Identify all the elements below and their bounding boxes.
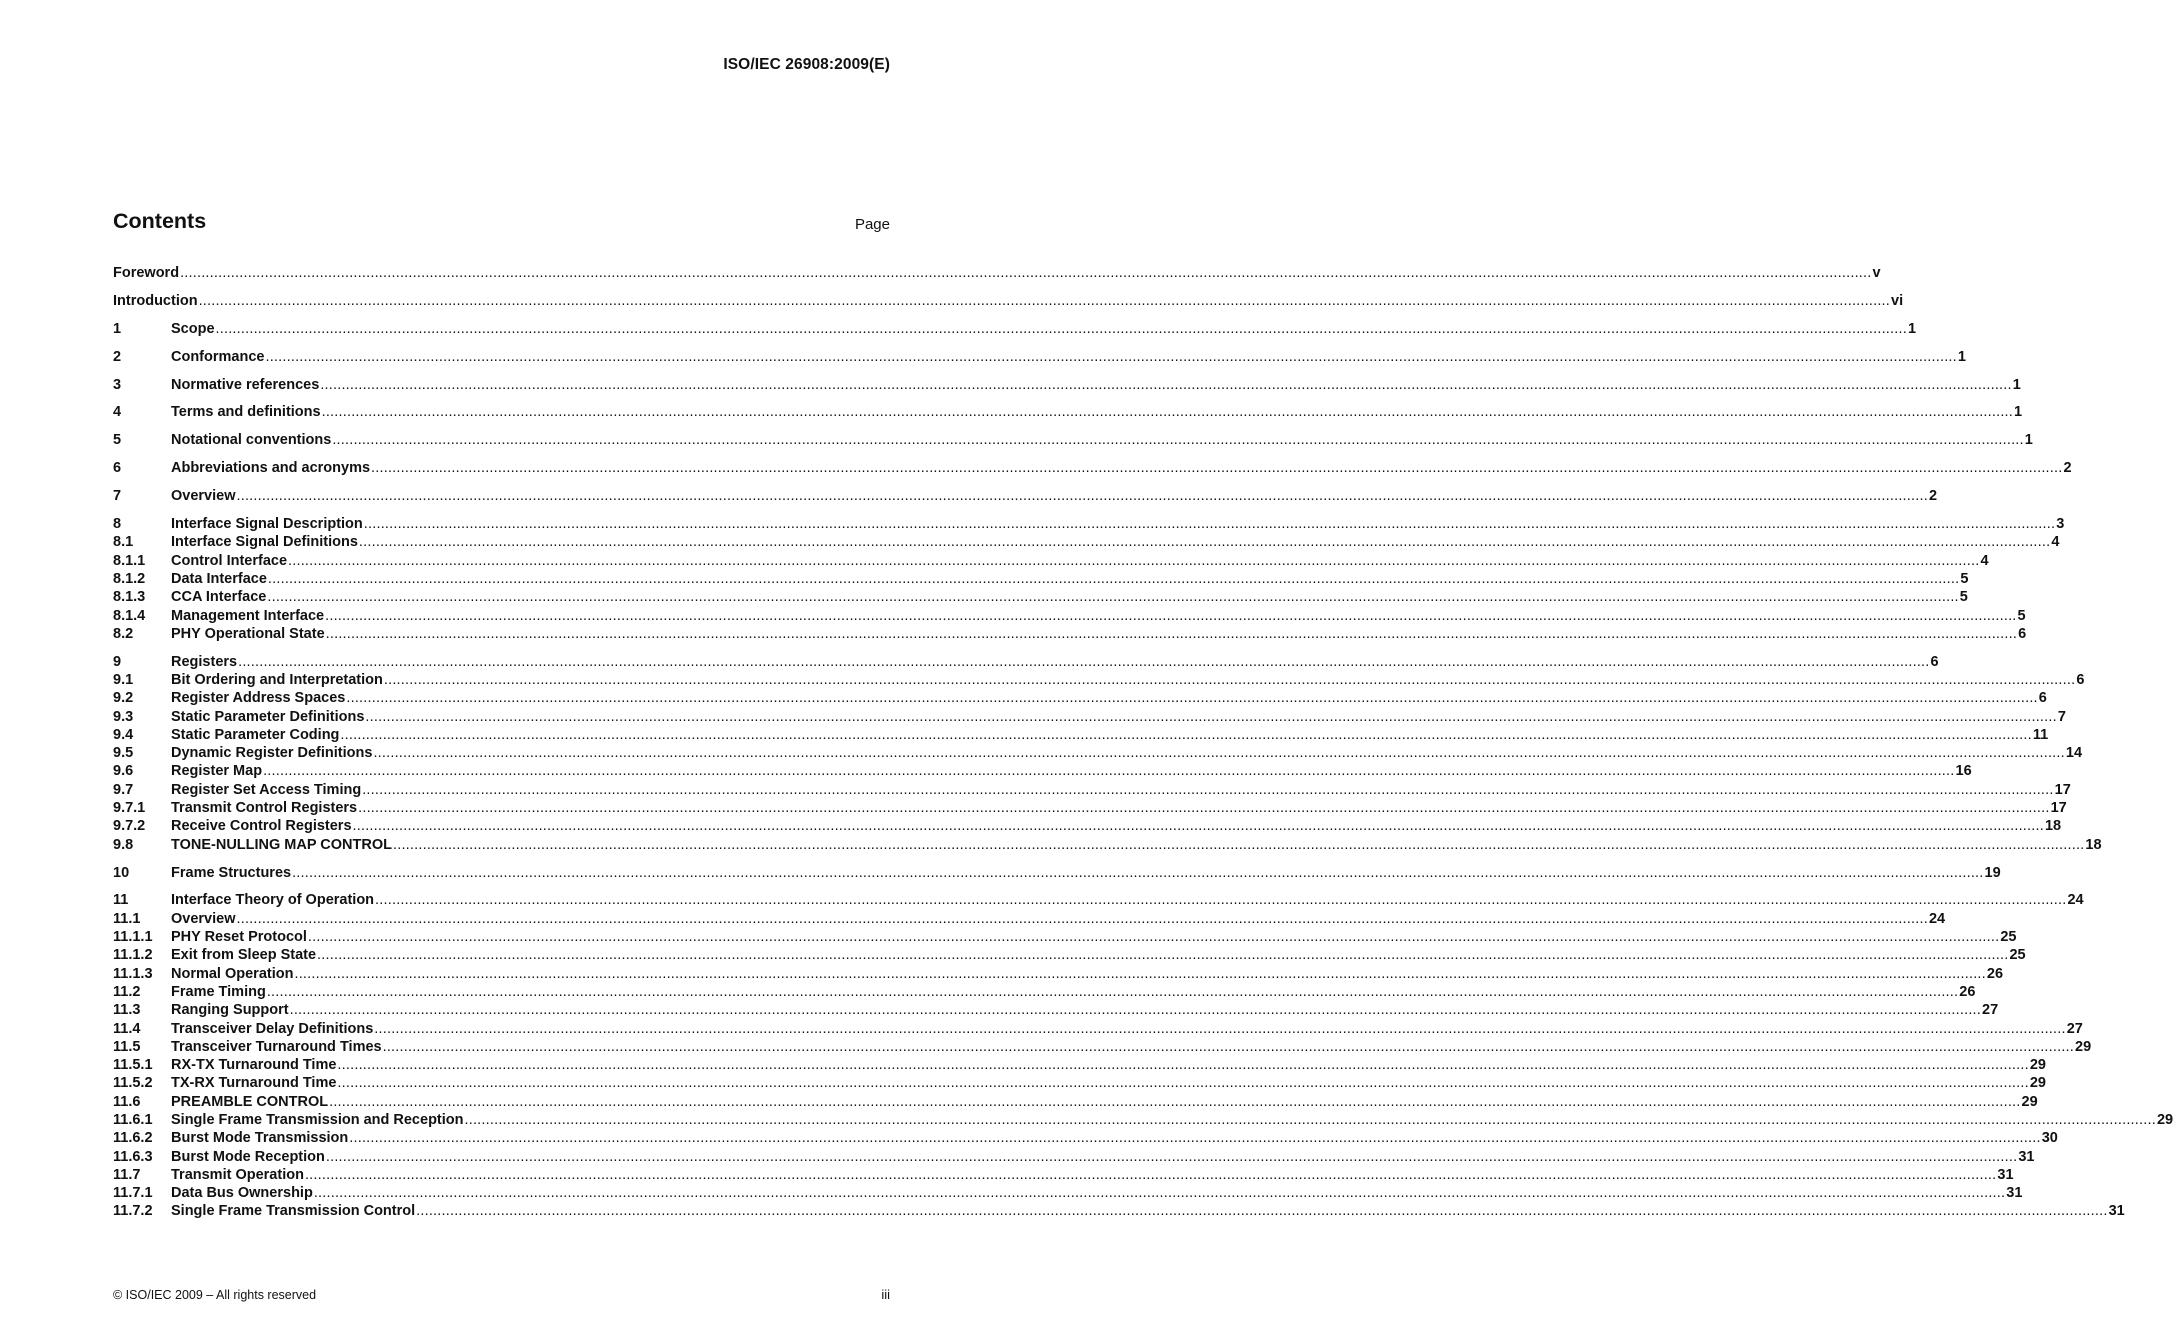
toc-entry[interactable] bbox=[113, 552, 1989, 570]
toc-entry[interactable] bbox=[113, 1038, 2092, 1056]
toc-entry-number: 11.6 bbox=[113, 1093, 141, 1110]
toc-entry-number: 9.8 bbox=[113, 836, 134, 853]
toc-dot-leader: ................................................................................................................................................................................................................................................................................................................................................................................................................ bbox=[317, 947, 2009, 964]
toc-dot-leader: ................................................................................................................................................................................................................................................................................................................................................................................................................ bbox=[321, 404, 2014, 421]
toc-entry-title[interactable]: RX-TX Turnaround Time bbox=[171, 1057, 337, 1074]
toc-entry-number: 8 bbox=[113, 516, 122, 533]
toc-entry[interactable] bbox=[113, 264, 1881, 282]
toc-entry-page: 19 bbox=[1984, 864, 2001, 881]
toc-entry-number: 9 bbox=[113, 653, 122, 670]
toc-entry-title[interactable]: Transmit Operation bbox=[171, 1166, 304, 1183]
toc-entry-title[interactable]: Normal Operation bbox=[171, 965, 294, 982]
toc-entry-title[interactable]: Control Interface bbox=[171, 552, 288, 569]
toc-entry[interactable] bbox=[113, 1129, 2058, 1147]
toc-entry-number: 9.1 bbox=[113, 671, 134, 688]
toc-entry[interactable] bbox=[113, 431, 2033, 449]
toc-entry-page: 25 bbox=[2009, 947, 2026, 964]
toc-entry-number: 11.6.3 bbox=[113, 1148, 153, 1165]
toc-entry[interactable] bbox=[113, 1056, 2046, 1074]
toc-dot-leader: ................................................................................................................................................................................................................................................................................................................................................................................................................ bbox=[267, 570, 1960, 587]
toc-entry-title[interactable]: Terms and definitions bbox=[171, 404, 321, 421]
toc-entry[interactable] bbox=[113, 689, 2047, 707]
toc-entry-title[interactable]: Static Parameter Definitions bbox=[171, 708, 365, 725]
toc-entry-title[interactable]: Normative references bbox=[171, 376, 320, 393]
toc-dot-leader: ................................................................................................................................................................................................................................................................................................................................................................................................................ bbox=[340, 726, 2032, 743]
page-number: iii bbox=[881, 1287, 890, 1302]
toc-entry-page: 1 bbox=[1957, 348, 1966, 365]
toc-entry-title[interactable]: Interface Signal Definitions bbox=[171, 534, 358, 551]
toc-entry-title[interactable]: TONE-NULLING MAP CONTROL bbox=[171, 836, 392, 853]
toc-dot-leader: ................................................................................................................................................................................................................................................................................................................................................................................................................ bbox=[352, 818, 2044, 835]
toc-dot-leader: ................................................................................................................................................................................................................................................................................................................................................................................................................ bbox=[416, 1203, 2108, 1220]
toc-entry[interactable] bbox=[113, 1020, 2083, 1038]
toc-dot-leader: ................................................................................................................................................................................................................................................................................................................................................................................................................ bbox=[358, 800, 2050, 817]
toc-entry-page: 6 bbox=[1930, 653, 1939, 670]
toc-dot-leader: ................................................................................................................................................................................................................................................................................................................................................................................................................ bbox=[292, 864, 1984, 881]
toc-entry[interactable] bbox=[113, 671, 2085, 689]
toc-entry-page: 26 bbox=[1986, 965, 2004, 982]
toc-entry-title[interactable]: Abbreviations and acronyms bbox=[171, 460, 371, 477]
toc-entry[interactable] bbox=[113, 348, 1966, 366]
toc-entry-number: 11.1.1 bbox=[113, 929, 153, 946]
toc-entry[interactable] bbox=[113, 891, 2084, 909]
toc-entry-page: 29 bbox=[2075, 1038, 2092, 1055]
toc-entry-number: 9.3 bbox=[113, 708, 134, 725]
toc-dot-leader: ................................................................................................................................................................................................................................................................................................................................................................................................................ bbox=[382, 1038, 2075, 1055]
toc-entry-number: 11.2 bbox=[113, 983, 141, 1000]
toc-dot-leader: ................................................................................................................................................................................................................................................................................................................................................................................................................ bbox=[313, 1185, 2006, 1202]
toc-entry[interactable] bbox=[113, 781, 2071, 799]
toc-entry-page: 16 bbox=[1955, 763, 1972, 780]
toc-dot-leader: ................................................................................................................................................................................................................................................................................................................................................................................................................ bbox=[236, 488, 1928, 505]
toc-entry-page: 6 bbox=[2038, 690, 2047, 707]
toc-entry-number: 8.1.3 bbox=[113, 589, 146, 606]
toc-entry-number: 9.2 bbox=[113, 690, 134, 707]
toc-dot-leader: ................................................................................................................................................................................................................................................................................................................................................................................................................ bbox=[325, 1148, 2018, 1165]
toc-dot-leader: ................................................................................................................................................................................................................................................................................................................................................................................................................ bbox=[346, 690, 2038, 707]
toc-entry-title[interactable]: Transmit Control Registers bbox=[171, 800, 358, 817]
toc-entry-page: 6 bbox=[2018, 625, 2027, 642]
toc-entry-number: 11.1.3 bbox=[113, 965, 153, 982]
toc-entry[interactable] bbox=[113, 726, 2049, 744]
toc-entry[interactable] bbox=[113, 1111, 2173, 1129]
toc-entry-page: 5 bbox=[1960, 570, 1969, 587]
toc-entry-page: 5 bbox=[2017, 607, 2026, 624]
toc-entry-number: 8.1.2 bbox=[113, 570, 146, 587]
toc-entry-page: 31 bbox=[2108, 1203, 2125, 1220]
toc-dot-leader: ................................................................................................................................................................................................................................................................................................................................................................................................................ bbox=[325, 607, 2017, 624]
toc-dot-leader: ................................................................................................................................................................................................................................................................................................................................................................................................................ bbox=[267, 589, 1959, 606]
toc-entry-title[interactable]: Notational conventions bbox=[171, 432, 332, 449]
toc-dot-leader: ................................................................................................................................................................................................................................................................................................................................................................................................................ bbox=[337, 1057, 2029, 1074]
toc-entry[interactable] bbox=[113, 487, 1938, 505]
toc-entry[interactable] bbox=[113, 744, 2083, 762]
toc-entry-page: 1 bbox=[2024, 432, 2033, 449]
toc-entry-title[interactable]: Interface Theory of Operation bbox=[171, 892, 375, 909]
toc-dot-leader: ................................................................................................................................................................................................................................................................................................................................................................................................................ bbox=[294, 965, 1986, 982]
toc-entry-number: 3 bbox=[113, 376, 122, 393]
contents-heading: Contents bbox=[113, 209, 207, 233]
toc-entry-title[interactable]: Data Bus Ownership bbox=[171, 1185, 313, 1202]
toc-entry-page: 29 bbox=[2156, 1112, 2173, 1128]
toc-entry-page: 27 bbox=[2066, 1020, 2083, 1037]
toc-entry-number: 11.6.2 bbox=[113, 1130, 153, 1147]
toc-entry-title[interactable]: Transceiver Delay Definitions bbox=[171, 1020, 374, 1037]
toc-entry[interactable] bbox=[113, 965, 2004, 983]
toc-entry[interactable] bbox=[113, 588, 1968, 606]
toc-entry-title[interactable]: Scope bbox=[171, 320, 215, 337]
toc-entry-title[interactable]: Register Address Spaces bbox=[171, 690, 346, 707]
toc-entry-title[interactable]: PREAMBLE CONTROL bbox=[171, 1093, 329, 1110]
toc-entry-title[interactable]: Burst Mode Reception bbox=[171, 1148, 325, 1165]
toc-entry[interactable] bbox=[113, 1074, 2046, 1092]
toc-entry[interactable] bbox=[113, 1202, 2125, 1220]
toc-entry-page: 1 bbox=[2014, 404, 2023, 421]
toc-dot-leader: ................................................................................................................................................................................................................................................................................................................................................................................................................ bbox=[180, 265, 1872, 281]
toc-entry-page: 11 bbox=[2032, 726, 2049, 743]
toc-entry-page: 31 bbox=[1997, 1166, 2014, 1183]
toc-entry-number: 11.4 bbox=[113, 1020, 141, 1037]
toc-entry[interactable] bbox=[113, 533, 2060, 551]
toc-entry-number: 11.6.1 bbox=[113, 1112, 153, 1128]
toc-entry-number: 8.1 bbox=[113, 534, 134, 551]
toc-entry-title[interactable]: PHY Operational State bbox=[171, 625, 325, 642]
toc-entry-title[interactable]: PHY Reset Protocol bbox=[171, 929, 307, 946]
toc-entry-title[interactable]: Dynamic Register Definitions bbox=[171, 745, 373, 762]
toc-entry-title[interactable]: Foreword bbox=[113, 265, 180, 281]
toc-dot-leader: ................................................................................................................................................................................................................................................................................................................................................................................................................ bbox=[215, 320, 1907, 337]
toc-entry[interactable] bbox=[113, 864, 2001, 882]
toc-entry-page: 25 bbox=[2000, 929, 2017, 946]
toc-entry[interactable] bbox=[113, 910, 1946, 928]
toc-entry-number: 9.4 bbox=[113, 726, 134, 743]
toc-entry-page: 18 bbox=[2085, 836, 2102, 853]
toc-entry-page: 5 bbox=[1959, 589, 1968, 606]
toc-entry-title[interactable]: Register Set Access Timing bbox=[171, 781, 362, 798]
toc-entry-title[interactable]: Conformance bbox=[171, 348, 265, 365]
toc-entry-page: 3 bbox=[2056, 516, 2065, 533]
toc-entry-title[interactable]: Introduction bbox=[113, 292, 198, 309]
toc-entry-title[interactable]: Overview bbox=[171, 488, 236, 505]
toc-entry[interactable] bbox=[113, 376, 2021, 394]
toc-entry-page: 2 bbox=[1928, 488, 1938, 505]
toc-entry-page: 26 bbox=[1959, 983, 1976, 1000]
toc-dot-leader: ................................................................................................................................................................................................................................................................................................................................................................................................................ bbox=[365, 708, 2057, 725]
toc-entry-number: 10 bbox=[113, 864, 130, 881]
toc-entry[interactable] bbox=[113, 946, 2026, 964]
toc-entry-number: 11.5.2 bbox=[113, 1075, 153, 1092]
toc-dot-leader: ................................................................................................................................................................................................................................................................................................................................................................................................................ bbox=[325, 625, 2018, 642]
toc-entry[interactable] bbox=[113, 836, 2102, 854]
table-of-contents bbox=[113, 264, 2173, 1221]
toc-entry[interactable] bbox=[113, 1184, 2023, 1202]
toc-entry[interactable] bbox=[113, 928, 2017, 946]
toc-entry-page: 29 bbox=[2029, 1075, 2046, 1092]
toc-entry-page: 1 bbox=[2012, 376, 2021, 393]
toc-entry-page: 24 bbox=[1928, 910, 1946, 927]
toc-entry-number: 9.7.2 bbox=[113, 818, 146, 835]
toc-dot-leader: ................................................................................................................................................................................................................................................................................................................................................................................................................ bbox=[263, 763, 1955, 780]
toc-entry[interactable] bbox=[113, 817, 2062, 835]
toc-dot-leader: ................................................................................................................................................................................................................................................................................................................................................................................................................ bbox=[464, 1112, 2156, 1128]
toc-entry-page: 14 bbox=[2065, 745, 2083, 762]
toc-entry-title[interactable]: Bit Ordering and Interpretation bbox=[171, 671, 383, 688]
toc-dot-leader: ................................................................................................................................................................................................................................................................................................................................................................................................................ bbox=[375, 892, 2067, 909]
toc-entry-title[interactable]: Overview bbox=[171, 910, 236, 927]
toc-entry-title[interactable]: Frame Structures bbox=[171, 864, 292, 881]
toc-entry-page: v bbox=[1872, 265, 1881, 281]
toc-dot-leader: ................................................................................................................................................................................................................................................................................................................................................................................................................ bbox=[358, 534, 2051, 551]
toc-entry-page: 30 bbox=[2041, 1130, 2058, 1147]
toc-entry-page: 31 bbox=[2006, 1185, 2023, 1202]
toc-entry-number: 7 bbox=[113, 488, 122, 505]
toc-entry[interactable] bbox=[113, 292, 1904, 310]
toc-entry-number: 11.7.2 bbox=[113, 1203, 153, 1220]
toc-dot-leader: ................................................................................................................................................................................................................................................................................................................................................................................................................ bbox=[363, 516, 2056, 533]
toc-entry[interactable] bbox=[113, 607, 2026, 625]
toc-dot-leader: ................................................................................................................................................................................................................................................................................................................................................................................................................ bbox=[265, 348, 1957, 365]
toc-entry-title[interactable]: Register Map bbox=[171, 763, 263, 780]
toc-dot-leader: ................................................................................................................................................................................................................................................................................................................................................................................................................ bbox=[198, 292, 1891, 309]
toc-entry[interactable] bbox=[113, 570, 1969, 588]
toc-entry[interactable] bbox=[113, 1001, 1999, 1019]
toc-entry-page: 2 bbox=[2063, 460, 2072, 477]
toc-dot-leader: ................................................................................................................................................................................................................................................................................................................................................................................................................ bbox=[371, 460, 2063, 477]
toc-entry-number: 11.5.1 bbox=[113, 1057, 153, 1074]
toc-entry-title[interactable]: Data Interface bbox=[171, 570, 267, 587]
toc-dot-leader: ................................................................................................................................................................................................................................................................................................................................................................................................................ bbox=[304, 1166, 1997, 1183]
toc-entry-number: 1 bbox=[113, 320, 122, 337]
document-id: ISO/IEC 26908:2009(E) bbox=[723, 56, 890, 73]
toc-dot-leader: ................................................................................................................................................................................................................................................................................................................................................................................................................ bbox=[332, 432, 2024, 449]
toc-entry-number: 2 bbox=[113, 348, 122, 365]
toc-entry-number: 8.2 bbox=[113, 625, 134, 642]
toc-dot-leader: ................................................................................................................................................................................................................................................................................................................................................................................................................ bbox=[349, 1130, 2041, 1147]
toc-dot-leader: ................................................................................................................................................................................................................................................................................................................................................................................................................ bbox=[289, 1002, 1982, 1019]
toc-entry-page: 29 bbox=[2021, 1093, 2038, 1110]
toc-entry-page: vi bbox=[1891, 292, 1904, 309]
toc-entry-number: 9.6 bbox=[113, 763, 134, 780]
toc-entry-number: 5 bbox=[113, 432, 122, 449]
toc-entry[interactable] bbox=[113, 1148, 2035, 1166]
toc-entry[interactable] bbox=[113, 515, 2065, 533]
toc-entry-number: 6 bbox=[113, 460, 122, 477]
toc-dot-leader: ................................................................................................................................................................................................................................................................................................................................................................................................................ bbox=[320, 376, 2012, 393]
toc-dot-leader: ................................................................................................................................................................................................................................................................................................................................................................................................................ bbox=[337, 1075, 2029, 1092]
toc-entry[interactable] bbox=[113, 403, 2023, 421]
toc-entry[interactable] bbox=[113, 1093, 2038, 1111]
toc-dot-leader: ................................................................................................................................................................................................................................................................................................................................................................................................................ bbox=[374, 1020, 2066, 1037]
toc-entry-title[interactable]: Exit from Sleep State bbox=[171, 947, 317, 964]
toc-entry[interactable] bbox=[113, 983, 1976, 1001]
toc-entry-page: 6 bbox=[2076, 671, 2085, 688]
toc-entry-number: 9.5 bbox=[113, 745, 134, 762]
toc-entry-page: 4 bbox=[2051, 534, 2060, 551]
toc-entry-page: 27 bbox=[1982, 1002, 1999, 1019]
toc-dot-leader: ................................................................................................................................................................................................................................................................................................................................................................................................................ bbox=[392, 836, 2085, 853]
toc-entry-title[interactable]: Ranging Support bbox=[171, 1002, 289, 1019]
toc-entry-number: 8.1.4 bbox=[113, 607, 146, 624]
toc-entry-title[interactable]: Interface Signal Description bbox=[171, 516, 363, 533]
toc-entry-page: 17 bbox=[2054, 781, 2071, 798]
toc-dot-leader: ................................................................................................................................................................................................................................................................................................................................................................................................................ bbox=[373, 745, 2065, 762]
toc-dot-leader: ................................................................................................................................................................................................................................................................................................................................................................................................................ bbox=[266, 983, 1959, 1000]
toc-entry-number: 11.5 bbox=[113, 1038, 141, 1055]
toc-entry-number: 9.7.1 bbox=[113, 800, 146, 817]
toc-dot-leader: ................................................................................................................................................................................................................................................................................................................................................................................................................ bbox=[329, 1093, 2021, 1110]
toc-entry[interactable] bbox=[113, 1166, 2014, 1184]
toc-entry-title[interactable]: Transceiver Turnaround Times bbox=[171, 1038, 382, 1055]
toc-entry-page: 31 bbox=[2018, 1148, 2035, 1165]
toc-entry-page: 1 bbox=[1907, 320, 1917, 337]
toc-entry-title[interactable]: Frame Timing bbox=[171, 983, 266, 1000]
toc-entry-title[interactable]: Single Frame Transmission and Reception bbox=[171, 1112, 464, 1128]
toc-entry[interactable] bbox=[113, 320, 1917, 338]
toc-dot-leader: ................................................................................................................................................................................................................................................................................................................................................................................................................ bbox=[236, 910, 1928, 927]
toc-dot-leader: ................................................................................................................................................................................................................................................................................................................................................................................................................ bbox=[362, 781, 2054, 798]
toc-entry-title[interactable]: Static Parameter Coding bbox=[171, 726, 340, 743]
toc-dot-leader: ................................................................................................................................................................................................................................................................................................................................................................................................................ bbox=[288, 552, 1980, 569]
toc-entry[interactable] bbox=[113, 459, 2072, 477]
toc-entry-title[interactable]: Single Frame Transmission Control bbox=[171, 1203, 416, 1220]
toc-entry-title[interactable]: TX-RX Turnaround Time bbox=[171, 1075, 337, 1092]
toc-entry-title[interactable]: Registers bbox=[171, 653, 238, 670]
toc-entry-number: 11.1.2 bbox=[113, 947, 153, 964]
toc-entry-number: 11 bbox=[113, 892, 129, 909]
toc-entry-page: 18 bbox=[2044, 818, 2062, 835]
copyright-notice: © ISO/IEC 2009 – All rights reserved bbox=[113, 1288, 317, 1302]
toc-entry-title[interactable]: Receive Control Registers bbox=[171, 818, 352, 835]
toc-entry[interactable] bbox=[113, 708, 2066, 726]
toc-entry-number: 4 bbox=[113, 404, 122, 421]
toc-entry-number: 8.1.1 bbox=[113, 552, 146, 569]
toc-entry-page: 7 bbox=[2057, 708, 2066, 725]
toc-entry-page: 4 bbox=[1980, 552, 1989, 569]
toc-entry-title[interactable]: CCA Interface bbox=[171, 589, 267, 606]
toc-entry-number: 9.7 bbox=[113, 781, 134, 798]
toc-entry[interactable] bbox=[113, 762, 1972, 780]
page-column-label: Page bbox=[854, 216, 890, 233]
toc-dot-leader: ................................................................................................................................................................................................................................................................................................................................................................................................................ bbox=[383, 671, 2076, 688]
toc-entry-title[interactable]: Management Interface bbox=[171, 607, 325, 624]
toc-entry-title[interactable]: Burst Mode Transmission bbox=[171, 1130, 349, 1147]
toc-entry-page: 24 bbox=[2067, 892, 2084, 909]
toc-dot-leader: ................................................................................................................................................................................................................................................................................................................................................................................................................ bbox=[307, 929, 2000, 946]
toc-entry-page: 29 bbox=[2029, 1057, 2046, 1074]
toc-entry[interactable] bbox=[113, 653, 1939, 671]
toc-entry-number: 11.1 bbox=[113, 910, 141, 927]
toc-entry[interactable] bbox=[113, 625, 2027, 643]
toc-entry-number: 11.7 bbox=[113, 1166, 141, 1183]
toc-entry-number: 11.7.1 bbox=[113, 1185, 153, 1202]
toc-dot-leader: ................................................................................................................................................................................................................................................................................................................................................................................................................ bbox=[238, 653, 1930, 670]
toc-entry-number: 11.3 bbox=[113, 1002, 141, 1019]
toc-entry[interactable] bbox=[113, 799, 2067, 817]
toc-entry-page: 17 bbox=[2050, 800, 2067, 817]
